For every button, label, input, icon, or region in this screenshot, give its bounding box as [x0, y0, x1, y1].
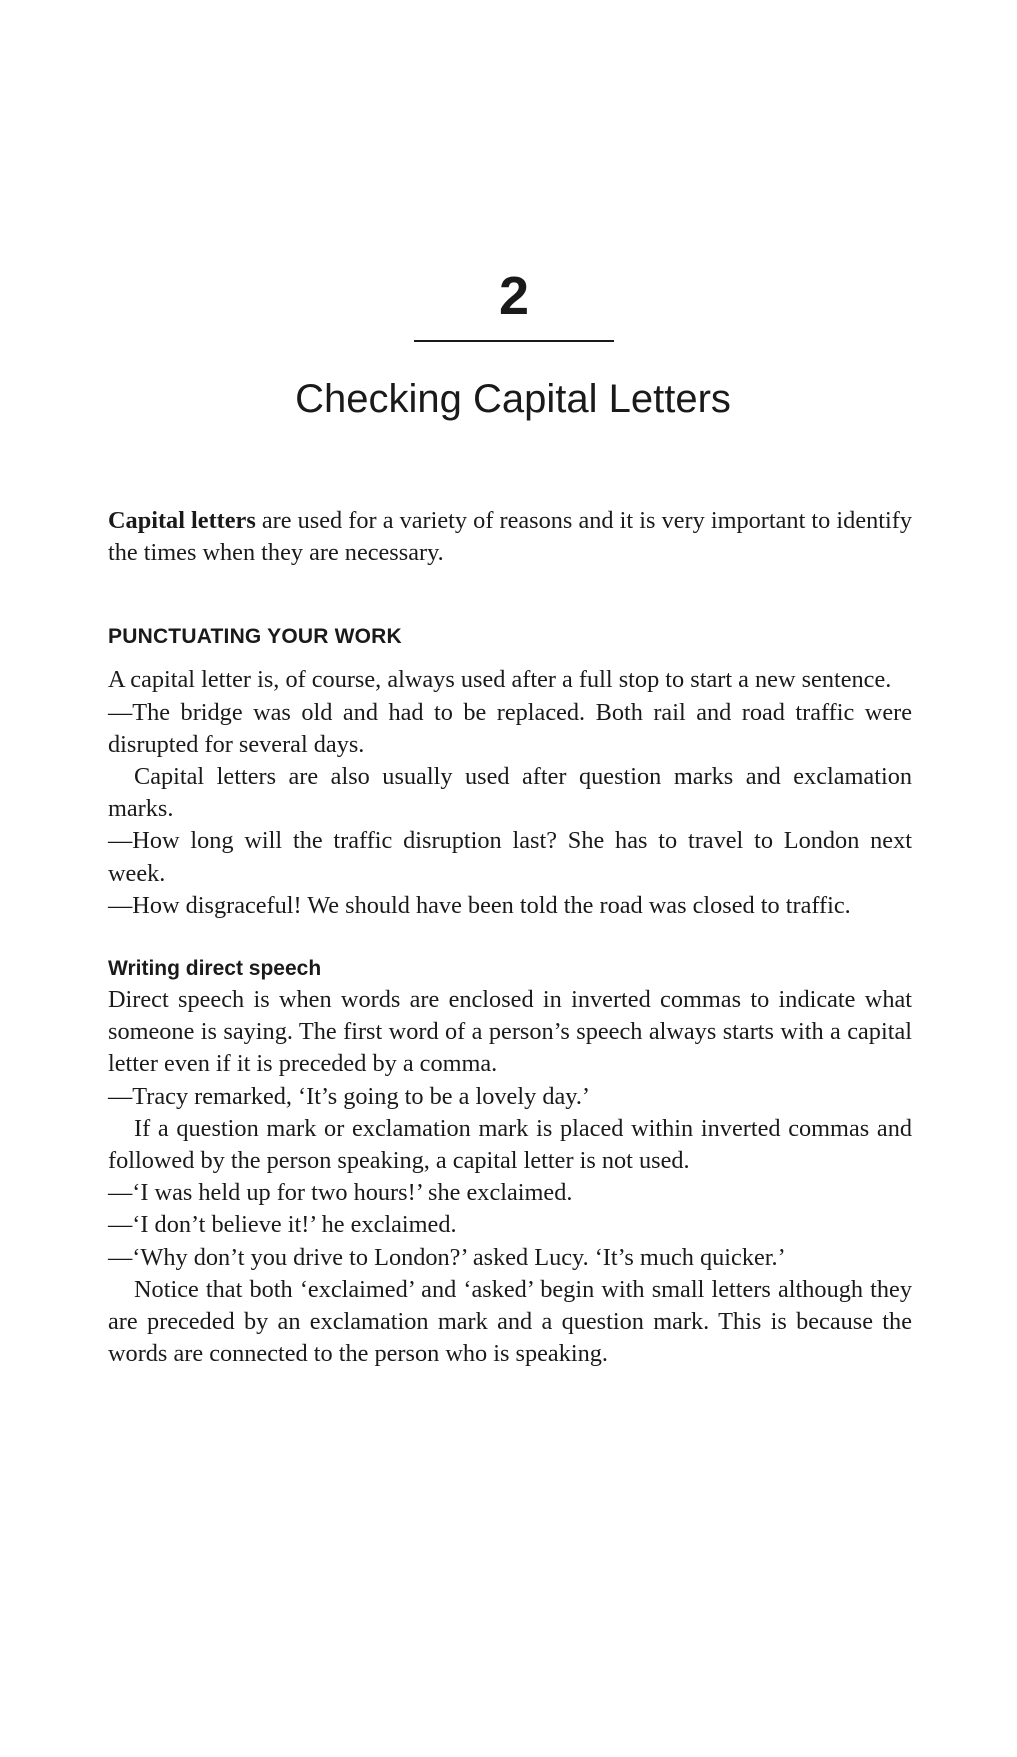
chapter-rule: [414, 340, 614, 342]
paragraph: A capital letter is, of course, always used after a full stop to start a new sentence.: [108, 666, 892, 694]
intro-text: are used for a variety of reasons and it is very important to identify the times when they are necessary.: [108, 507, 912, 567]
chapter-number: 2: [498, 266, 530, 326]
example: —How long will the traffic disruption last? She has to travel to London next week.: [108, 827, 912, 887]
example: —‘Why don’t you drive to London?’ asked Lucy. ‘It’s much quicker.’: [108, 1243, 786, 1271]
paragraph: Notice that both ‘exclaimed’ and ‘asked’ begin with small letters although they are preceded by an exclamation mark and a question mark. This is because the words are connected to the person who is speaking.: [108, 1275, 912, 1368]
example: —The bridge was old and had to be replaced. Both rail and road traffic were disrupted for several days.: [108, 698, 912, 758]
subsection-heading: Writing direct speech: [108, 957, 322, 981]
example: —How disgraceful! We should have been told the road was closed to traffic.: [108, 891, 851, 919]
paragraph: Capital letters are also usually used after question marks and exclamation marks.: [108, 763, 912, 823]
paragraph: If a question mark or exclamation mark is placed within inverted commas and followed by the person speaking, a capital letter is not used.: [108, 1114, 912, 1175]
chapter-title: Checking Capital Letters: [295, 377, 731, 421]
paragraph: Direct speech is when words are enclosed in inverted commas to indicate what someone is saying. The first word of a person’s speech always starts with a capital letter even if it is preceded by a comma.: [108, 986, 912, 1078]
intro-term: Capital letters: [108, 507, 256, 534]
example: —Tracy remarked, ‘It’s going to be a lovely day.’: [108, 1082, 590, 1110]
example: —‘I was held up for two hours!’ she exclaimed.: [108, 1179, 573, 1207]
page-body: [108, 505, 912, 1370]
intro-paragraph: [108, 505, 912, 569]
example: —‘I don’t believe it!’ he exclaimed.: [108, 1211, 457, 1239]
section-heading: PUNCTUATING YOUR WORK: [108, 625, 402, 649]
